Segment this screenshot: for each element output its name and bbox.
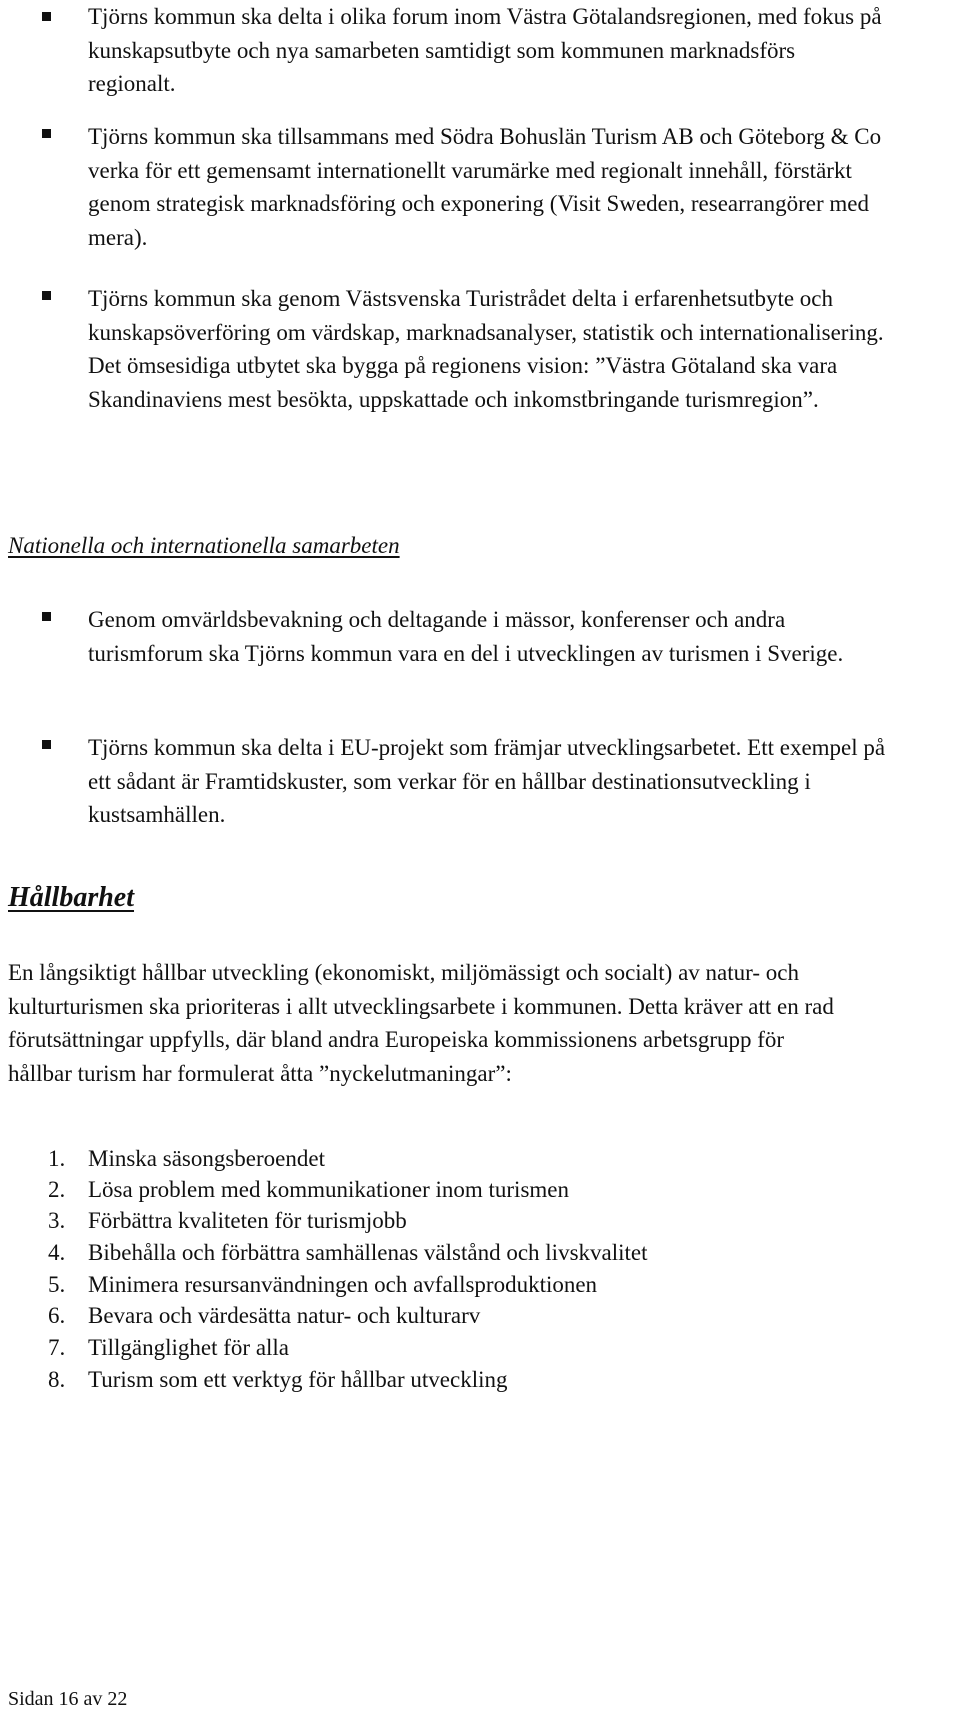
list-text: Bibehålla och förbättra samhällenas välstånd och livskvalitet — [88, 1240, 648, 1265]
list-number: 2. — [48, 1177, 66, 1202]
list-text: Tillgänglighet för alla — [88, 1335, 290, 1360]
list-text: Förbättra kvaliteten för turismjobb — [88, 1208, 407, 1233]
bullet-icon — [42, 129, 51, 138]
list-number: 8. — [48, 1367, 66, 1392]
section-heading-sustainability: Hållbarhet — [8, 882, 135, 913]
bullet-icon — [42, 291, 51, 300]
bullet-icon — [42, 612, 51, 621]
list-number: 7. — [48, 1335, 66, 1360]
page-number-footer: Sidan 16 av 22 — [8, 1688, 128, 1710]
list-text: Bevara och värdesätta natur- och kulturarv — [88, 1303, 481, 1328]
sustainability-paragraph: En långsiktigt hållbar utveckling (ekonomiskt, miljömässigt och socialt) av natur- och kulturturismen ska prioriteras i allt utvecklingsarbete i kommunen. Detta kräver att en rad förutsättningar uppfylls, där bland andra Europeiska kommissionens arbetsgrupp för hållbar turism har formulerat åtta ”nyckelutmaningar”: — [8, 960, 834, 1086]
section-heading-national: Nationella och internationella samarbeten — [8, 533, 400, 558]
bullet-text: Tjörns kommun ska tillsammans med Södra Bohuslän Turism AB och Göteborg & Co verka för ett gemensamt internationellt varumärke med regionalt innehåll, förstärkt genom strategisk marknadsföring och exponering (Visit Sweden, researrangörer med mera). — [88, 124, 882, 250]
list-number: 5. — [48, 1272, 66, 1297]
list-text: Turism som ett verktyg för hållbar utveckling — [88, 1367, 508, 1392]
key-challenges-list — [0, 1146, 960, 1406]
bullet-icon — [42, 12, 51, 21]
list-number: 6. — [48, 1303, 66, 1328]
list-number: 3. — [48, 1208, 66, 1233]
bullet-text: Tjörns kommun ska delta i EU-projekt som främjar utvecklingsarbetet. Ett exempel på ett sådant är Framtidskuster, som verkar för en hållbar destinationsutveckling i kustsamhällen. — [88, 735, 886, 827]
list-text: Minimera resursanvändningen och avfallsproduktionen — [88, 1272, 598, 1297]
list-text: Lösa problem med kommunikationer inom turismen — [88, 1177, 570, 1202]
list-number: 4. — [48, 1240, 66, 1265]
bullet-text: Tjörns kommun ska delta i olika forum inom Västra Götalandsregionen, med fokus på kunskapsutbyte och nya samarbeten samtidigt som kommunen marknadsförs regionalt. — [88, 4, 882, 96]
list-number: 1. — [48, 1146, 66, 1171]
bullet-text: Genom omvärldsbevakning och deltagande i mässor, konferenser och andra turismforum ska Tjörns kommun vara en del i utvecklingen av turismen i Sverige. — [88, 607, 844, 666]
list-text: Minska säsongsberoendet — [88, 1146, 325, 1171]
bullet-text: Tjörns kommun ska genom Västsvenska Turistrådet delta i erfarenhetsutbyte och kunskapsöverföring om värdskap, marknadsanalyser, statistik och internationalisering. Det ömsesidiga utbytet ska bygga på regionens vision: ”Västra Götaland ska vara Skandinaviens mest besökta, uppskattade och inkomstbringande turismregion”. — [88, 286, 884, 412]
bullet-icon — [42, 740, 51, 749]
